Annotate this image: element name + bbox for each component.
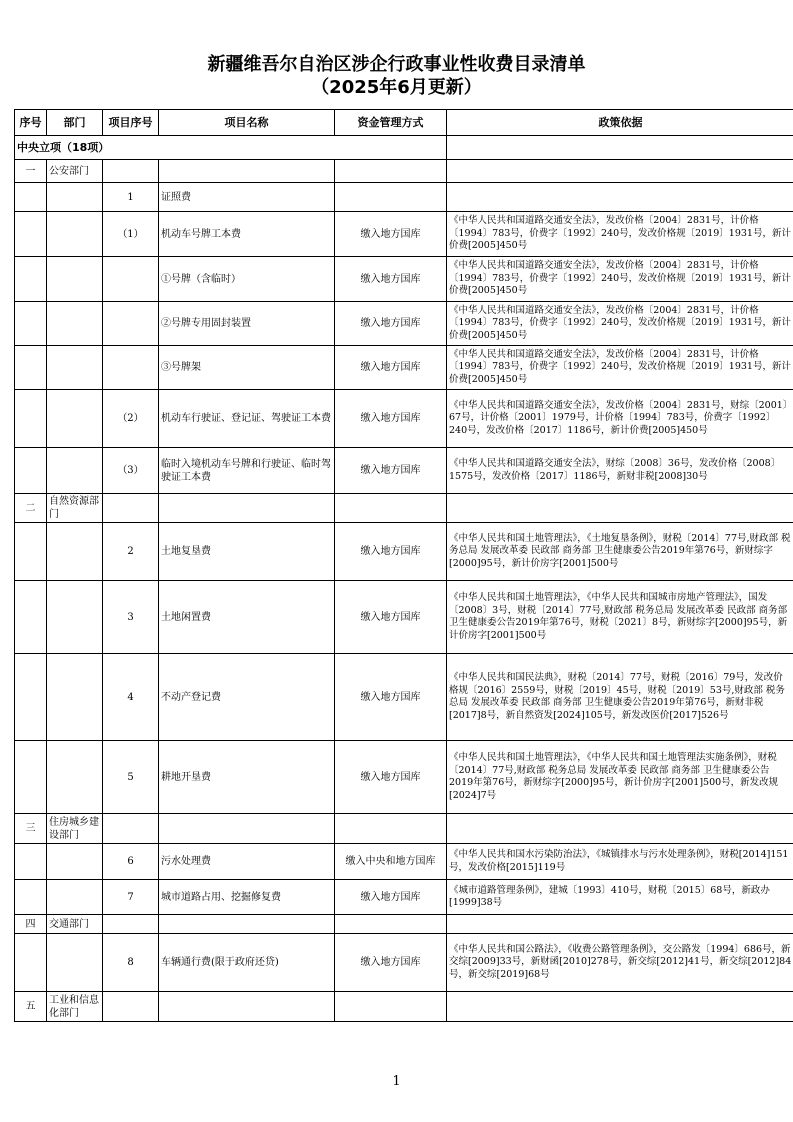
cell-policy-basis: 《中华人民共和国道路交通安全法》，财综〔2008〕36号，发改价格〔2008〕1575号，发改价格〔2017〕1186号，新财非税[2008]30号 [447, 448, 793, 494]
cell-dept [47, 581, 103, 654]
cell-item-no: 8 [103, 934, 159, 992]
cell-item-no [103, 160, 159, 183]
cell-dept [47, 934, 103, 992]
cell-policy-basis: 《中华人民共和国道路交通安全法》，发改价格〔2004〕2831号，计价格〔1994〕783号，价费字〔1992〕240号，发改价格规〔2019〕1931号，新计价费[2005]450号 [447, 212, 793, 257]
cell-item-name: ③号牌架 [159, 346, 335, 390]
cell-policy-basis [447, 183, 793, 212]
table-row [15, 880, 793, 915]
cell-item-no: 4 [103, 654, 159, 741]
cell-policy-basis: 《中华人民共和国道路交通安全法》，发改价格〔2004〕2831号，计价格〔1994〕783号，价费字〔1992〕240号，发改价格规〔2019〕1931号，新计价费[2005]450号 [447, 346, 793, 390]
cell-dept: 交通部门 [47, 915, 103, 934]
cell-policy-basis: 《中华人民共和国道路交通安全法》，发改价格〔2004〕2831号，计价格〔1994〕783号，价费字〔1992〕240号，发改价格规〔2019〕1931号，新计价费[2005]450号 [447, 302, 793, 346]
cell-item-name: 机动车号牌工本费 [159, 212, 335, 257]
cell-policy-basis: 《中华人民共和国土地管理法》，《中华人民共和国城市房地产管理法》，国发〔2008〕3号，财税〔2014〕77号,财政部 税务总局 发展改革委 民政部 商务部 卫生健康委公告2019年第76号，财税〔2021〕8号，新财综字[2000]95号，新计价房字[2001]500号 [447, 581, 793, 654]
cell-item-name: 机动车行驶证、登记证、驾驶证工本费 [159, 390, 335, 448]
table-row [15, 390, 793, 448]
table-row [15, 212, 793, 257]
cell-item-name: 土地复垦费 [159, 523, 335, 581]
cell-policy-basis [447, 915, 793, 934]
cell-dept [47, 183, 103, 212]
table-row [15, 844, 793, 880]
cell-dept [47, 346, 103, 390]
cell-item-no: 7 [103, 880, 159, 915]
table-row [15, 160, 793, 183]
table-row [15, 814, 793, 844]
table-row [15, 992, 793, 1022]
cell-item-name: 污水处理费 [159, 844, 335, 880]
cell-item-name: 城市道路占用、挖掘修复费 [159, 880, 335, 915]
section-label: 中央立项（18项） [15, 136, 447, 160]
cell-fund-management: 缴入地方国库 [335, 880, 447, 915]
table-row [15, 302, 793, 346]
cell-dept [47, 741, 103, 814]
cell-item-name: ②号牌专用固封装置 [159, 302, 335, 346]
cell-seq [15, 257, 47, 302]
cell-dept: 住房城乡建设部门 [47, 814, 103, 844]
page-number: 1 [392, 1074, 401, 1089]
header-item-name: 项目名称 [159, 110, 335, 136]
cell-seq [15, 523, 47, 581]
cell-seq [15, 741, 47, 814]
cell-fund-management [335, 915, 447, 934]
cell-fund-management: 缴入地方国库 [335, 257, 447, 302]
cell-policy-basis: 《中华人民共和国水污染防治法》，《城镇排水与污水处理条例》，财税[2014]151号，发改价格[2015]119号 [447, 844, 793, 880]
cell-item-name [159, 160, 335, 183]
document-title: 新疆维吾尔自治区涉企行政事业性收费目录清单 [207, 54, 586, 75]
cell-fund-management [335, 992, 447, 1022]
cell-seq: 五 [15, 992, 47, 1022]
cell-fund-management: 缴入地方国库 [335, 581, 447, 654]
cell-dept [47, 257, 103, 302]
cell-policy-basis: 《城市道路管理条例》，建城〔1993〕410号，财税〔2015〕68号，新政办[1999]38号 [447, 880, 793, 915]
cell-policy-basis [447, 494, 793, 523]
cell-seq: 三 [15, 814, 47, 844]
header-policy-basis: 政策依据 [447, 110, 793, 136]
cell-fund-management: 缴入地方国库 [335, 346, 447, 390]
table-header-row [15, 110, 793, 136]
cell-item-name: 证照费 [159, 183, 335, 212]
cell-seq [15, 448, 47, 494]
table-row [15, 523, 793, 581]
cell-seq [15, 934, 47, 992]
cell-dept [47, 880, 103, 915]
cell-seq [15, 581, 47, 654]
cell-seq: 四 [15, 915, 47, 934]
cell-policy-basis [447, 814, 793, 844]
cell-item-name: 临时入境机动车号牌和行驶证、临时驾驶证工本费 [159, 448, 335, 494]
cell-fund-management [335, 814, 447, 844]
fee-table [14, 109, 793, 1022]
cell-policy-basis: 《中华人民共和国土地管理法》，《中华人民共和国土地管理法实施条例》，财税〔2014〕77号,财政部 税务总局 发展改革委 民政部 商务部 卫生健康委公告2019年第76号，新财综字[2000]95号，新计价房字[2001]500号，新发改规[2024]7号 [447, 741, 793, 814]
cell-fund-management: 缴入地方国库 [335, 302, 447, 346]
cell-seq [15, 212, 47, 257]
cell-seq: 一 [15, 160, 47, 183]
cell-dept [47, 844, 103, 880]
cell-item-name [159, 814, 335, 844]
cell-seq: 二 [15, 494, 47, 523]
cell-item-no: 1 [103, 183, 159, 212]
cell-fund-management: 缴入中央和地方国库 [335, 844, 447, 880]
cell-seq [15, 346, 47, 390]
table-row [15, 915, 793, 934]
cell-fund-management: 缴入地方国库 [335, 654, 447, 741]
table-row [15, 654, 793, 741]
cell-dept [47, 302, 103, 346]
table-row [15, 494, 793, 523]
cell-item-name: 耕地开垦费 [159, 741, 335, 814]
cell-fund-management: 缴入地方国库 [335, 390, 447, 448]
cell-dept [47, 390, 103, 448]
header-fund-management: 资金管理方式 [335, 110, 447, 136]
cell-policy-basis [447, 992, 793, 1022]
cell-dept: 工业和信息化部门 [47, 992, 103, 1022]
cell-item-no [103, 494, 159, 523]
cell-seq [15, 302, 47, 346]
cell-policy-basis: 《中华人民共和国土地管理法》，《土地复垦条例》，财税〔2014〕77号,财政部 税务总局 发展改革委 民政部 商务部 卫生健康委公告2019年第76号，新财综字[2000]95号，新计价房字[2001]500号 [447, 523, 793, 581]
cell-item-name: 车辆通行费(限于政府还贷) [159, 934, 335, 992]
header-dept: 部门 [47, 110, 103, 136]
table-row [15, 448, 793, 494]
cell-fund-management: 缴入地方国库 [335, 212, 447, 257]
cell-dept [47, 654, 103, 741]
cell-policy-basis: 《中华人民共和国道路交通安全法》，发改价格〔2004〕2831号，计价格〔1994〕783号，价费字〔1992〕240号，发改价格规〔2019〕1931号，新计价费[2005]450号 [447, 257, 793, 302]
section-empty-cell [447, 136, 793, 160]
cell-item-no [103, 915, 159, 934]
cell-item-no [103, 992, 159, 1022]
cell-item-no: （1） [103, 212, 159, 257]
cell-fund-management [335, 183, 447, 212]
cell-dept: 公安部门 [47, 160, 103, 183]
table-row [15, 741, 793, 814]
cell-item-no: 6 [103, 844, 159, 880]
cell-fund-management: 缴入地方国库 [335, 741, 447, 814]
header-item-no: 项目序号 [103, 110, 159, 136]
table-row [15, 183, 793, 212]
cell-item-no: 5 [103, 741, 159, 814]
cell-seq [15, 390, 47, 448]
cell-seq [15, 844, 47, 880]
cell-fund-management [335, 494, 447, 523]
cell-item-name: ①号牌（含临时） [159, 257, 335, 302]
table-row [15, 934, 793, 992]
cell-fund-management [335, 160, 447, 183]
cell-item-no: 2 [103, 523, 159, 581]
cell-fund-management: 缴入地方国库 [335, 448, 447, 494]
cell-item-no [103, 346, 159, 390]
cell-policy-basis: 《中华人民共和国民法典》，财税〔2014〕77号，财税〔2016〕79号，发改价格规〔2016〕2559号，财税〔2019〕45号，财税〔2019〕53号,财政部 税务总局 发展改革委 民政部 商务部 卫生健康委公告2019年第76号，新财非税[2017]8号，新自然资发[2024]105号，新发改医价[2017]526号 [447, 654, 793, 741]
cell-seq [15, 183, 47, 212]
cell-fund-management: 缴入地方国库 [335, 523, 447, 581]
document-subtitle: （2025年6月更新） [311, 77, 482, 98]
cell-item-no: 3 [103, 581, 159, 654]
cell-item-no [103, 302, 159, 346]
cell-item-no [103, 814, 159, 844]
header-seq: 序号 [15, 110, 47, 136]
cell-item-name: 不动产登记费 [159, 654, 335, 741]
cell-item-no [103, 257, 159, 302]
cell-seq [15, 880, 47, 915]
section-row [15, 136, 793, 160]
table-row [15, 581, 793, 654]
cell-item-name [159, 992, 335, 1022]
cell-policy-basis: 《中华人民共和国道路交通安全法》，发改价格〔2004〕2831号，财综〔2001〕67号，计价格〔2001〕1979号，计价格〔1994〕783号，价费字〔1992〕240号，发改价格〔2017〕1186号，新计价费[2005]450号 [447, 390, 793, 448]
cell-dept: 自然资源部门 [47, 494, 103, 523]
cell-policy-basis [447, 160, 793, 183]
cell-dept [47, 212, 103, 257]
table-row [15, 257, 793, 302]
cell-fund-management: 缴入地方国库 [335, 934, 447, 992]
cell-item-no: （3） [103, 448, 159, 494]
cell-dept [47, 523, 103, 581]
cell-policy-basis: 《中华人民共和国公路法》，《收费公路管理条例》，交公路发〔1994〕686号，新交综[2009]33号，新财函[2010]278号，新交综[2012]41号，新交综[2012]84号，新交综[2019]68号 [447, 934, 793, 992]
cell-item-no: （2） [103, 390, 159, 448]
cell-item-name [159, 915, 335, 934]
table-row [15, 346, 793, 390]
cell-dept [47, 448, 103, 494]
cell-seq [15, 654, 47, 741]
cell-item-name [159, 494, 335, 523]
cell-item-name: 土地闲置费 [159, 581, 335, 654]
